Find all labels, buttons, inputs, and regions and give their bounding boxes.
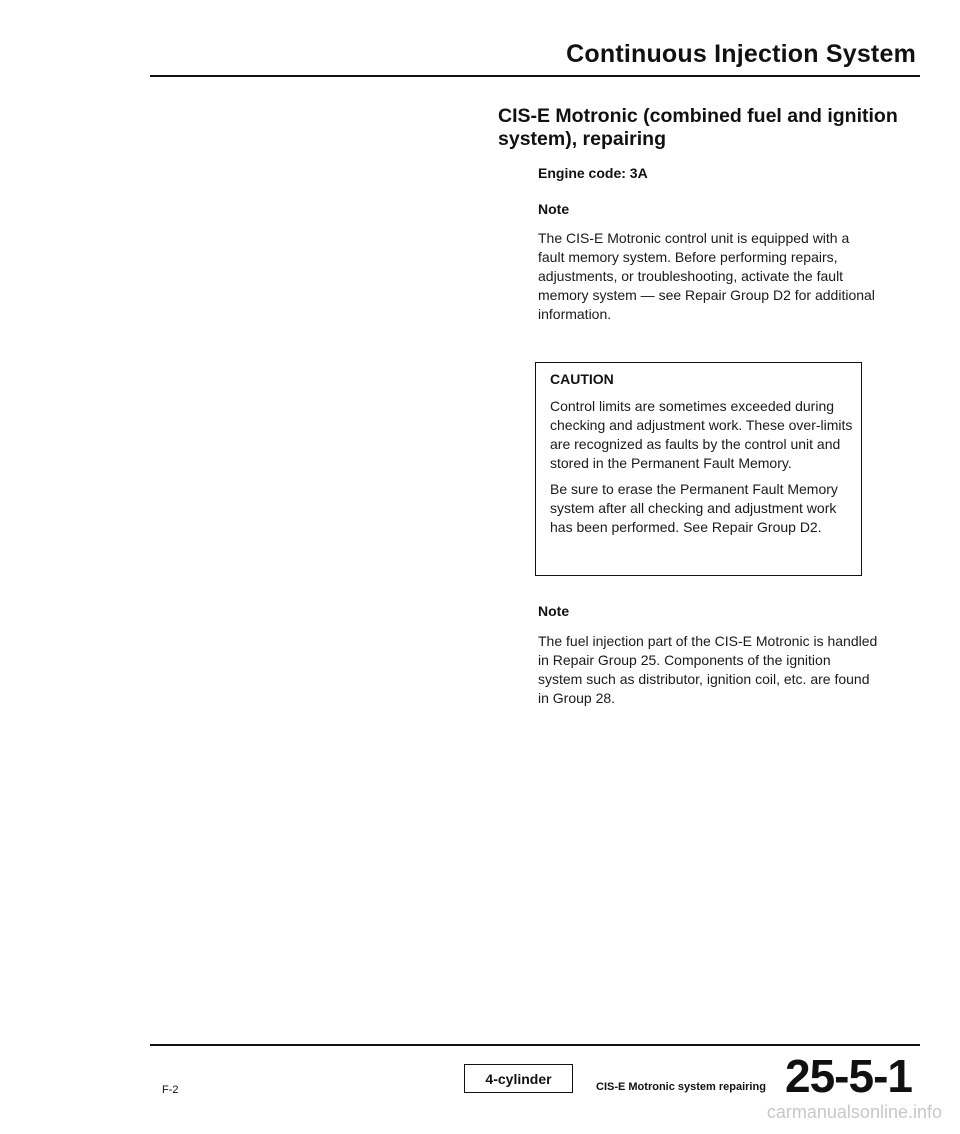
footer-caption: CIS-E Motronic system repairing <box>596 1081 766 1093</box>
section-title: CIS-E Motronic (combined fuel and ignition system), repairing <box>498 105 898 150</box>
caution-paragraph-1: Control limits are sometimes exceeded during checking and adjustment work. These over-limits are recognized as faults by the control unit and stored in the Permanent Fault Memory. <box>550 398 853 471</box>
caution-box <box>535 362 862 576</box>
note-text-2: The fuel injection part of the CIS-E Motronic is handled in Repair Group 25. Components of the ignition system such as distributor, ignition coil, etc. are found in Group 28. <box>538 633 878 706</box>
engine-code: Engine code: 3A <box>538 165 648 181</box>
caution-paragraph-2: Be sure to erase the Permanent Fault Memory system after all checking and adjustment work has been performed. See Repair Group D2. <box>550 481 838 535</box>
page-header-title: Continuous Injection System <box>566 40 916 68</box>
note-heading-2: Note <box>538 603 570 619</box>
note-text-1: The CIS-E Motronic control unit is equipped with a fault memory system. Before performing repairs, adjustments, or troubleshooting, activate the fault memory system — see Repair Group D2 for additional information. <box>538 230 875 322</box>
footer-divider <box>150 1044 920 1046</box>
header-divider <box>150 75 920 77</box>
footer-left-code: F-2 <box>162 1084 179 1096</box>
page-number: 25-5-1 <box>785 1050 912 1102</box>
watermark: carmanualsonline.info <box>766 1102 942 1122</box>
engine-type-badge: 4-cylinder <box>464 1064 573 1093</box>
note-heading-1: Note <box>538 201 570 217</box>
caution-heading: CAUTION <box>550 371 614 387</box>
